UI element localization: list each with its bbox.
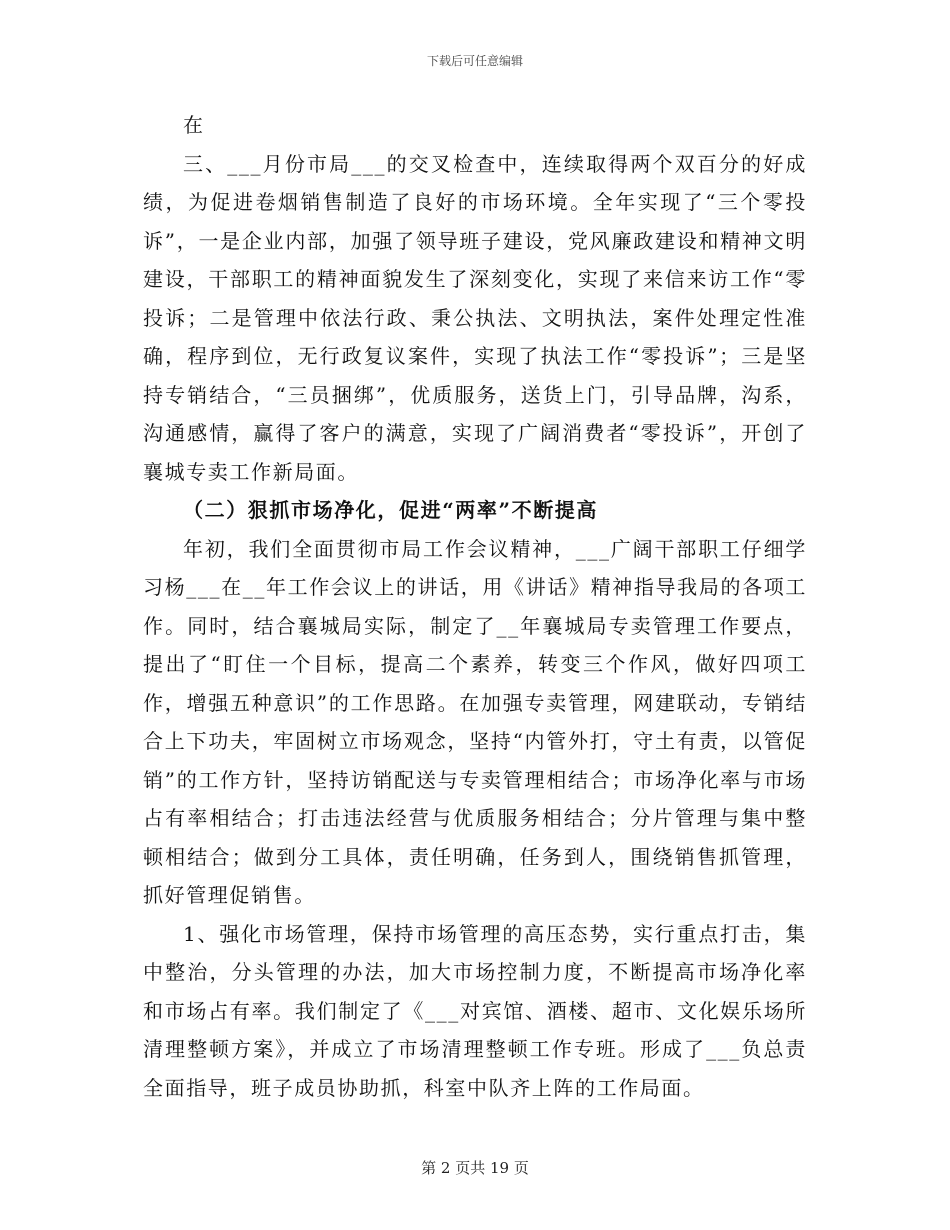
paragraph-fragment: 在 <box>183 113 205 137</box>
document-body <box>143 106 807 1107</box>
paragraph-work-plan: 年初，我们全面贯彻市局工作会议精神，___广阔干部职工仔细学习杨___在__年工作会议上的讲话，用《讲话》精神指导我局的各项工作。同时，结合襄城局实际，制定了__年襄城局专卖管理工作要点，提出了“盯住一个目标，提高二个素养，转变三个作风，做好四项工作，增强五种意识”的工作思路。在加强专卖管理，网建联动，专销结合上下功夫，牢固树立市场观念，坚持“内管外打，守土有责，以管促销”的工作方针，坚持访销配送与专卖管理相结合；市场净化率与市场占有率相结合；打击违法经营与优质服务相结合；分片管理与集中整顿相结合；做到分工具体，责任明确，任务到人，围绕销售抓管理，抓好管理促销售。 <box>143 536 807 907</box>
paragraph-market-management: 1、强化市场管理，保持市场管理的高压态势，实行重点打击，集中整治，分头管理的办法，加大市场控制力度，不断提高市场净化率和市场占有率。我们制定了《___对宾馆、酒楼、超市、文化娱乐场所清理整顿方案》，并成立了市场清理整顿工作专班。形成了___负总责全面指导，班子成员协助抓，科室中队齐上阵的工作局面。 <box>143 921 807 1100</box>
page-header: 下载后可任意编辑 <box>426 54 523 68</box>
section-heading: （二）狠抓市场净化，促进“两率”不断提高 <box>183 498 599 522</box>
page-number: 第 2 页共 19 页 <box>421 1159 529 1177</box>
paragraph-zero-complaints: 三、___月份市局___的交叉检查中，连续取得两个双百分的好成绩，为促进卷烟销售制造了良好的市场环境。全年实现了“三个零投诉”，一是企业内部，加强了领导班子建设，党风廉政建设和精神文明建设，干部职工的精神面貌发生了深刻变化，实现了来信来访工作“零投诉；二是管理中依法行政、秉公执法、文明执法，案件处理定性准确，程序到位，无行政复议案件，实现了执法工作“零投诉”；三是坚持专销结合，“三员捆绑”，优质服务，送货上门，引导品牌，沟系，沟通感情，赢得了客户的满意，实现了广阔消费者“零投诉”，开创了襄城专卖工作新局面。 <box>143 151 807 484</box>
